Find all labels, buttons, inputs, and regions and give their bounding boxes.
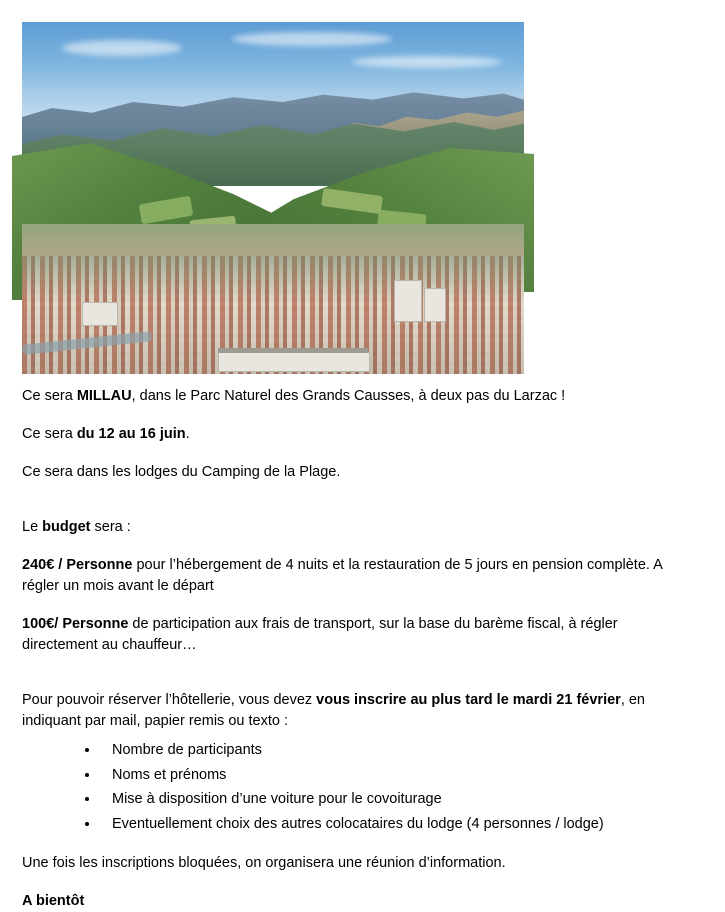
cloud xyxy=(62,40,182,56)
paragraph-2 xyxy=(22,424,695,445)
text-run-bold: A bientôt xyxy=(22,893,85,910)
spacer xyxy=(22,483,695,517)
paragraph-3 xyxy=(22,462,695,483)
large-building xyxy=(394,280,422,322)
list-item: • Mise à disposition d’une voiture pour le covoiturage xyxy=(100,787,695,811)
requirements-list xyxy=(22,738,695,836)
spacer xyxy=(22,656,695,690)
paragraph-budget-intro xyxy=(22,517,695,538)
photo-canvas xyxy=(22,22,524,374)
paragraph-meeting xyxy=(22,853,695,874)
spacer xyxy=(22,836,695,853)
text-run: Le xyxy=(22,519,43,536)
spacer xyxy=(22,597,695,614)
text-run-bold: 240€ / Personne xyxy=(22,557,133,574)
large-building xyxy=(82,302,118,326)
text-run-bold: budget xyxy=(42,519,91,536)
spacer xyxy=(22,538,695,555)
text-run: Ce sera xyxy=(22,426,77,443)
spacer xyxy=(22,874,695,891)
text-run-bold: MILLAU xyxy=(76,388,132,404)
text-run: Ce sera xyxy=(22,388,77,404)
list-item: • Noms et prénoms xyxy=(100,763,695,787)
spacer xyxy=(22,407,695,424)
text-run: pour l’hébergement de 4 nuits et la restauration de 5 jours en pension complète. A régler un mois avant le départ xyxy=(22,557,663,595)
text-run: . xyxy=(185,426,190,443)
text-run-bold: vous inscrire au plus tard le mardi 21 février xyxy=(316,692,621,709)
paragraph-price-lodging xyxy=(22,555,695,597)
text-run: , dans le Parc Naturel des Grands Causses, à deux pas du Larzac ! xyxy=(131,388,566,404)
list-item: • Eventuellement choix des autres colocataires du lodge (4 personnes / lodge) xyxy=(100,812,695,836)
paragraph-1 xyxy=(22,386,695,407)
large-building xyxy=(424,288,446,322)
paragraph-signoff xyxy=(22,891,695,912)
cloud xyxy=(232,32,392,46)
text-run-bold: du 12 au 16 juin xyxy=(76,426,186,443)
list-item: • Nombre de participants xyxy=(100,738,695,762)
millau-valley-photo xyxy=(22,22,524,374)
text-run: , en indiquant par mail, papier remis ou texto : xyxy=(22,692,645,730)
large-building xyxy=(218,352,370,372)
cloud xyxy=(352,56,502,68)
roof xyxy=(218,348,368,353)
spacer xyxy=(22,445,695,462)
text-run: de participation aux frais de transport, sur la base du barème fiscal, à régler directement au chauffeur… xyxy=(22,616,618,654)
text-run: Une fois les inscriptions bloquées, on organisera une réunion d’information. xyxy=(22,855,506,872)
paragraph-registration xyxy=(22,690,695,732)
text-run: Pour pouvoir réserver l’hôtellerie, vous devez xyxy=(22,692,317,709)
text-run: sera : xyxy=(90,519,131,536)
paragraph-price-transport xyxy=(22,614,695,656)
text-run: Ce sera dans les lodges du Camping de la Plage. xyxy=(22,464,341,481)
text-run-bold: 100€/ Personne xyxy=(22,616,129,633)
